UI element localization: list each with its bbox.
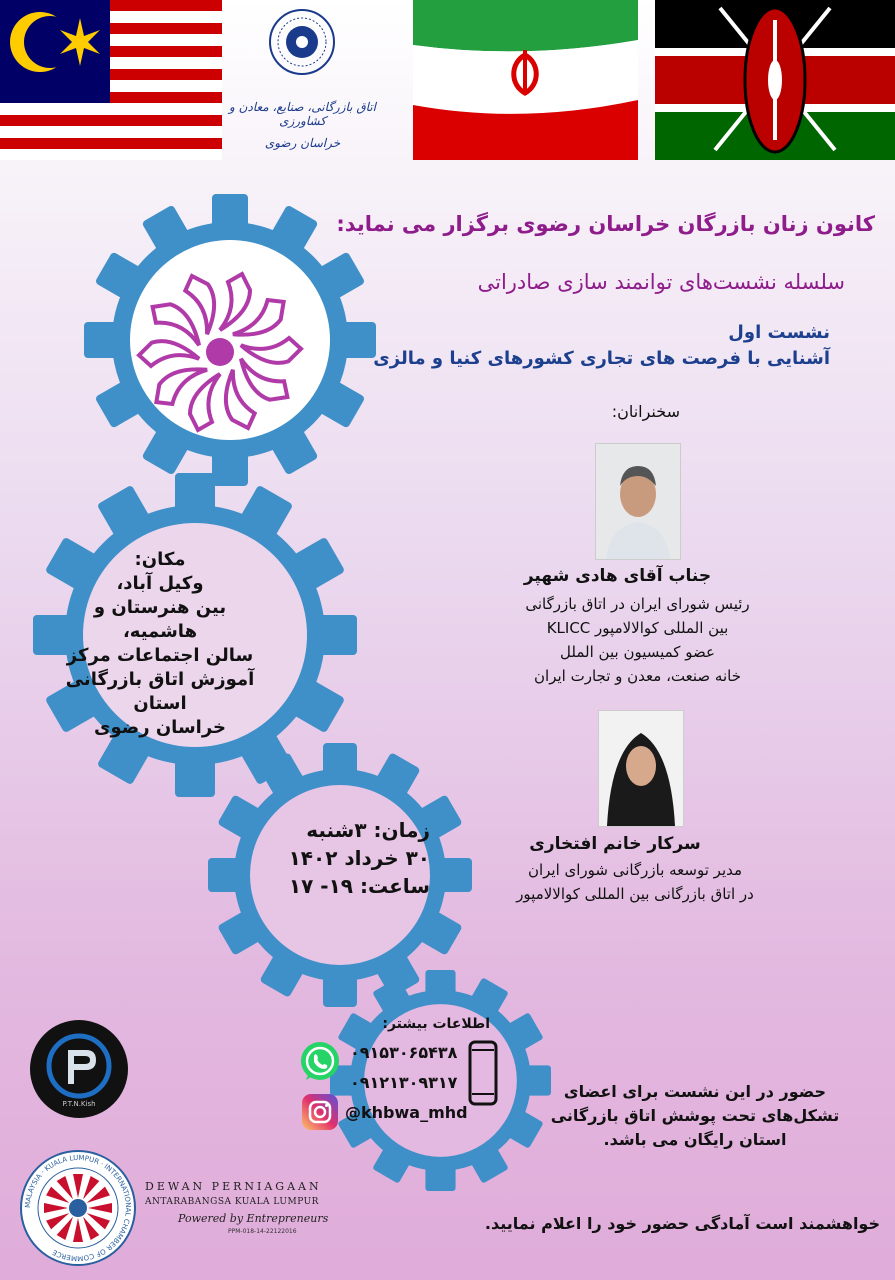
instagram-handle[interactable]: @khbwa_mhd [345,1103,468,1122]
seal-ring-text: MALAYSIA · KUALA LUMPUR · INTERNATIONAL CHAMBER OF COMMERCE [23,1153,133,1263]
speaker2-bio [455,858,815,906]
time-block [255,816,430,900]
ptn-logo-text: P.T.N.Kish [62,1100,96,1108]
event-hours: ساعت: ۱۹- ۱۷ [288,874,430,898]
avatar-male-icon [596,444,680,559]
event-day: زمان: ۳شنبه [306,818,430,842]
venue-line: وکیل آباد، [116,573,204,594]
attendance-note-line: تشکل‌های تحت پوشش اتاق بازرگانی [550,1106,840,1125]
speaker1-bio [460,592,815,688]
speaker2-bio-line: در اتاق بازرگانی بین المللی کوالالامپور [516,885,754,903]
venue-line: سالن اجتماعات مرکز [66,645,254,666]
venue-line: بین هنرستان و هاشمیه، [93,597,227,642]
chamber-name [220,100,385,150]
phone-number-2[interactable]: ۰۹۱۲۱۳۰۹۳۱۷ [350,1073,458,1092]
event-date: ۳۰ خرداد ۱۴۰۲ [288,846,430,870]
contact-heading: اطلاعات بیشتر: [382,1016,490,1032]
attendance-note [545,1080,845,1152]
mobile-phone-icon [468,1040,498,1106]
speaker1-photo [595,443,681,560]
malaysia-chamber-seal-icon [18,1148,138,1268]
ptn-logo [30,1020,128,1118]
session-topic: آشنایی با فرصت های تجاری کشورهای کنیا و مالزی [373,348,830,369]
avatar-female-icon [599,711,683,826]
phone-number-1[interactable]: ۰۹۱۵۳۰۶۵۴۳۸ [350,1043,458,1062]
venue-line: خراسان رضوی [94,717,226,738]
iran-flag-icon [413,0,638,160]
chamber-name-line2: خراسان رضوی [264,136,341,150]
chamber-name-line1: اتاق بازرگانی، صنایع، معادن و کشاورزی [229,100,376,128]
dewan-line1: DEWAN PERNIAGAAN [145,1180,322,1193]
attendance-note-line: حضور در این نشست برای اعضای [563,1082,827,1101]
speaker1-bio-line: عضو کمیسیون بین الملل [560,643,715,661]
speakers-heading: سخنرانان: [611,402,680,421]
speaker1-bio-line: رئیس شورای ایران در اتاق بازرگانی [525,595,750,613]
venue-block [55,548,265,740]
series-title: سلسله نشست‌های توانمند سازی صادراتی [477,270,845,294]
instagram-icon[interactable] [302,1094,338,1130]
speaker2-bio-line: مدیر توسعه بازرگانی شورای ایران [527,861,743,879]
malaysia-flag-icon [0,0,222,160]
speaker2-name: سرکار خانم افتخاری [529,834,701,854]
dewan-registration: PPM-018-14-22122016 [228,1228,297,1235]
speaker2-photo [598,710,684,827]
chamber-logo-icon [268,8,336,76]
dewan-tagline: Powered by Entrepreneurs [178,1212,329,1225]
rsvp-request: خواهشمند است آمادگی حضور خود را اعلام نمایید. [484,1214,880,1233]
venue-line: آموزش اتاق بازرگانی استان [65,669,255,714]
speaker1-name: جناب آقای هادی شهپر [523,566,712,586]
attendance-note-line: استان رایگان می باشد. [603,1130,787,1149]
rosette-logo-icon [130,262,310,442]
speaker1-bio-line: خانه صنعت، معدن و تجارت ایران [534,667,741,685]
event-heading: کانون زنان بازرگان خراسان رضوی برگزار می نماید: [336,212,875,236]
venue-label: مکان: [134,549,186,570]
dewan-line2: ANTARABANGSA KUALA LUMPUR [145,1197,319,1207]
kenya-flag-icon [655,0,895,160]
speaker1-bio-line: بین المللی کوالالامپور KLICC [546,619,729,637]
whatsapp-icon[interactable] [298,1040,342,1084]
session-label: نشست اول [728,322,830,343]
